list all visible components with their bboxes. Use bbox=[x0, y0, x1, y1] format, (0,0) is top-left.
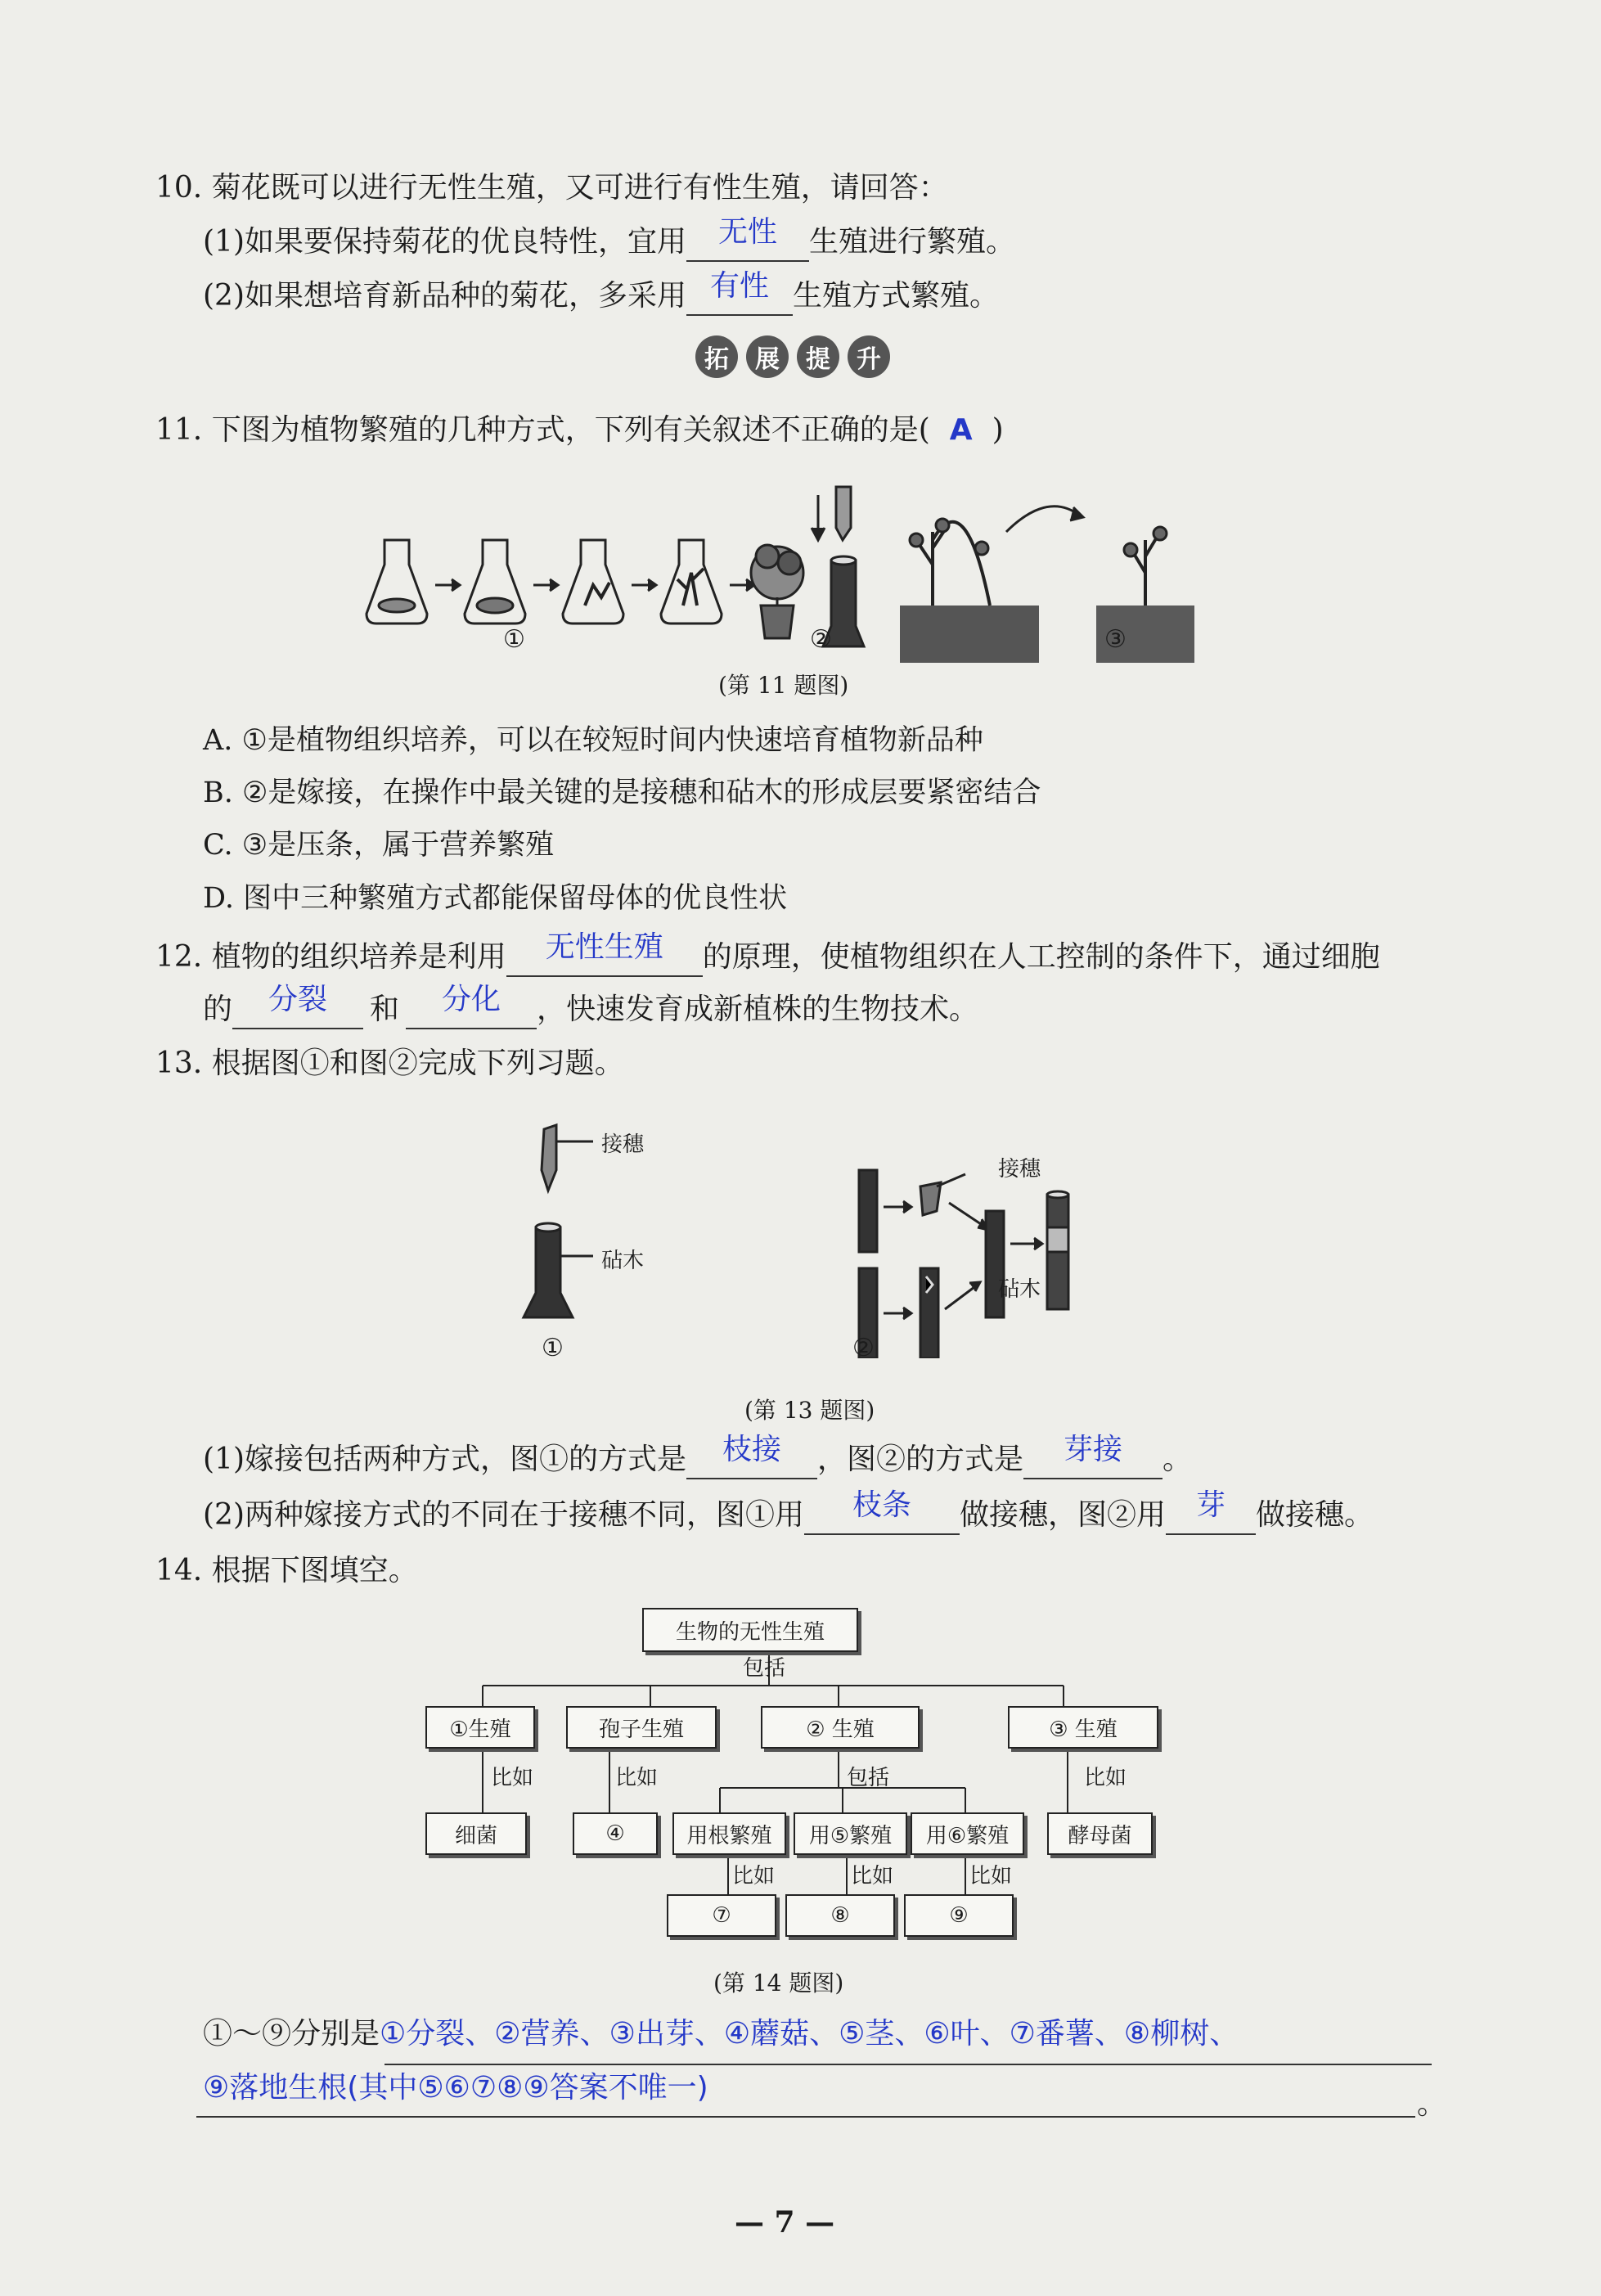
q11-fig-label-1: ① bbox=[503, 625, 525, 654]
q14-stem: 14. 根据下图填空。 bbox=[155, 1554, 418, 1587]
q13-label-stock-1: 砧木 bbox=[601, 1249, 645, 1273]
q11-option-d: D. 图中三种繁殖方式都能保留母体的优良性状 bbox=[203, 882, 788, 915]
q13-label-scion-2: 接穗 bbox=[998, 1157, 1041, 1182]
q13-label-stock-2: 砧木 bbox=[998, 1277, 1041, 1302]
tree-include-label-2: 包括 bbox=[847, 1766, 890, 1790]
q11-fig-label-2: ② bbox=[810, 625, 832, 654]
tree-box-7: ⑦ bbox=[667, 1894, 776, 1937]
q13-part1: (1)嫁接包括两种方式，图①的方式是 枝接 ，图②的方式是 芽接 。 bbox=[203, 1440, 1192, 1479]
q13-fig-label-2: ② bbox=[852, 1334, 875, 1362]
tree-box-bacteria: 细菌 bbox=[425, 1812, 527, 1855]
tree-box-1: ①生殖 bbox=[425, 1706, 535, 1749]
q13-figure bbox=[474, 1113, 1145, 1358]
q14-caption: (第 14 题图) bbox=[713, 1970, 844, 1997]
q10-part2: (2)如果想培育新品种的菊花，多采用 有性 生殖方式繁殖。 bbox=[203, 277, 999, 316]
tree-box-9: ⑨ bbox=[904, 1894, 1014, 1937]
q12-answer1: 无性生殖 bbox=[506, 939, 703, 977]
q13-stem: 13. 根据图①和图②完成下列习题。 bbox=[155, 1047, 624, 1080]
q13-answer4: 芽 bbox=[1166, 1497, 1256, 1535]
tree-box-root: 用根繁殖 bbox=[672, 1812, 786, 1855]
tree-box-spore: 孢子生殖 bbox=[566, 1706, 717, 1749]
q12-line2: 的 分裂 和 分化 ，快速发育成新植株的生物技术。 bbox=[203, 990, 978, 1029]
q13-fig-label-1: ① bbox=[542, 1334, 564, 1362]
tree-box-2: ② 生殖 bbox=[761, 1706, 920, 1749]
tree-box-5: 用⑤繁殖 bbox=[794, 1812, 907, 1855]
q10-stem: 10. 菊花既可以进行无性生殖，又可进行有性生殖，请回答： bbox=[155, 171, 948, 205]
q13-label-scion-1: 接穗 bbox=[601, 1132, 645, 1157]
q11-caption: (第 11 题图) bbox=[718, 672, 849, 699]
tree-include-label: 包括 bbox=[743, 1656, 786, 1681]
q13-answer2: 芽接 bbox=[1023, 1442, 1163, 1479]
tree-example-label-1: 比如 bbox=[491, 1766, 534, 1790]
q11-figure bbox=[360, 483, 1227, 671]
tree-example-label-4: 比如 bbox=[732, 1864, 776, 1889]
tree-box-yeast: 酵母菌 bbox=[1047, 1812, 1153, 1855]
q14-answer-line1: ①～⑨分别是①分裂、②营养、③出芽、④蘑菇、⑤茎、⑥叶、⑦番薯、⑧柳树、 bbox=[203, 2017, 1239, 2051]
q11-option-c: C. ③是压条，属于营养繁殖 bbox=[203, 829, 555, 862]
q10-part1: (1)如果要保持菊花的优良特性，宜用 无性 生殖进行繁殖。 bbox=[203, 223, 1015, 262]
q11-option-b: B. ②是嫁接，在操作中最关键的是接穗和砧木的形成层要紧密结合 bbox=[203, 777, 1041, 809]
bud-graft-illustration bbox=[859, 1170, 1068, 1358]
q13-answer3: 枝条 bbox=[804, 1497, 960, 1535]
q11-answer: A bbox=[949, 413, 973, 447]
q10-answer2: 有性 bbox=[686, 278, 793, 316]
q10-answer1: 无性 bbox=[686, 224, 809, 262]
q13-answer1: 枝接 bbox=[686, 1442, 817, 1479]
graft-illustration bbox=[812, 487, 864, 646]
q14-underline-1 bbox=[385, 2064, 1432, 2065]
q11-fig-label-3: ③ bbox=[1104, 625, 1127, 654]
flask-sequence-illustration bbox=[367, 540, 803, 638]
q12-line1: 12. 植物的组织培养是利用 无性生殖 的原理，使植物组织在人工控制的条件下，通过细胞 bbox=[155, 938, 1380, 977]
q14-underline-2 bbox=[196, 2116, 1415, 2118]
q12-answer3: 分化 bbox=[406, 992, 537, 1029]
page-number: — 7 — bbox=[735, 2205, 835, 2240]
q14-end-mark: 。 bbox=[1417, 2087, 1447, 2121]
layering-illustration bbox=[900, 506, 1194, 663]
tree-box-3: ③ 生殖 bbox=[1008, 1706, 1158, 1749]
tree-box-6: 用⑥繁殖 bbox=[911, 1812, 1024, 1855]
q14-answer-text1: ①分裂、②营养、③出芽、④蘑菇、⑤茎、⑥叶、⑦番薯、⑧柳树、 bbox=[380, 2017, 1239, 2051]
section-title: 拓 展 提 升 bbox=[695, 335, 890, 378]
q11-stem: 11. 下图为植物繁殖的几种方式，下列有关叙述不正确的是( A ) bbox=[155, 413, 1004, 447]
tree-box-8: ⑧ bbox=[785, 1894, 895, 1937]
tree-root-box: 生物的无性生殖 bbox=[642, 1608, 858, 1652]
q13-caption: (第 13 题图) bbox=[744, 1397, 875, 1424]
branch-graft-illustration bbox=[524, 1125, 593, 1317]
q14-answer-text2: ⑨落地生根(其中⑤⑥⑦⑧⑨答案不唯一) bbox=[203, 2071, 708, 2105]
q12-answer2: 分裂 bbox=[232, 992, 363, 1029]
q13-part2: (2)两种嫁接方式的不同在于接穗不同，图①用 枝条 做接穗，图②用 芽 做接穗。 bbox=[203, 1496, 1374, 1535]
tree-example-label-3: 比如 bbox=[1084, 1766, 1127, 1790]
q11-option-a: A. ①是植物组织培养，可以在较短时间内快速培育植物新品种 bbox=[203, 724, 983, 757]
tree-example-label-5: 比如 bbox=[851, 1864, 894, 1889]
tree-example-label-6: 比如 bbox=[969, 1864, 1013, 1889]
tree-example-label-2: 比如 bbox=[615, 1766, 659, 1790]
q14-answer-line2 bbox=[203, 2069, 708, 2108]
tree-box-4: ④ bbox=[573, 1812, 658, 1855]
